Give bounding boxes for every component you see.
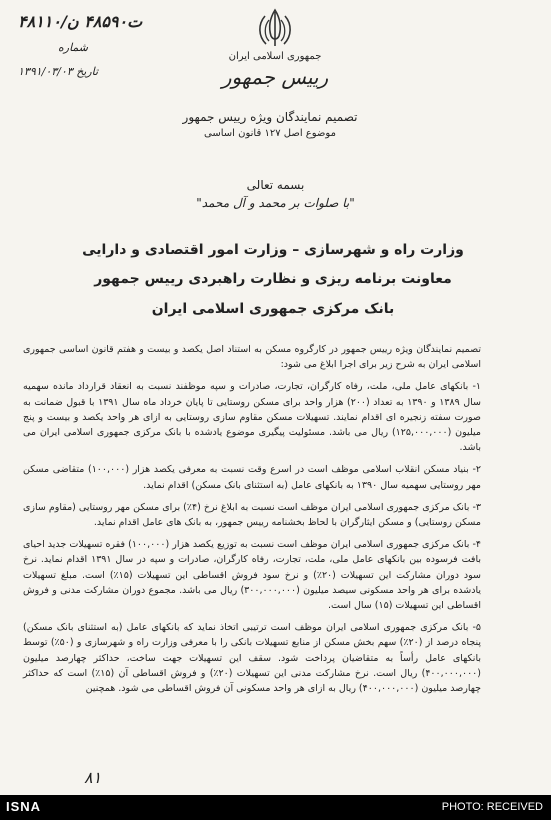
body-paragraph-1: ۱- بانکهای عامل ملی، ملت، رفاه کارگران، تجارت، صادرات و سپه موظفند نسبت به انعقاد قرارداد مانده سهمیه سال ۱۳۸۹ و ۱۳۹۰ به تعداد (۲۰۰) هزار واحد برای مسکن روستایی تا پایان خرداد ماه سال ۱۳۹۱ با قبول ضمانت به صورت سفته زنجیره ای اقدام نمایند. تسهیلات مسکن مقاوم سازی روستایی به ازای هر واحد یکصد و بیست و پنج میلیون (۱۲۵,۰۰۰,۰۰۰) ریال می باشد. مسئولیت پیگیری موضوع یادشده با بانک مرکزی جمهوری اسلامی ایران می باشد. — [23, 381, 482, 454]
country-name: جمهوری اسلامی ایران — [228, 51, 322, 62]
page-number: ۸۱ — [84, 768, 102, 787]
photo-credit: PHOTO: RECEIVED — [441, 801, 543, 813]
document-title: تصمیم نمایندگان ویژه رییس جمهور — [182, 110, 358, 124]
office-signature: رییس جمهور — [221, 65, 329, 89]
bismillah: بسمه تعالی — [246, 178, 305, 192]
photo-credit-bar — [0, 795, 551, 820]
letter-reference-block — [18, 10, 158, 84]
document-subject: موضوع اصل ۱۲۷ قانون اساسی — [204, 128, 336, 139]
letter-number-label: شماره — [58, 41, 89, 54]
agency-logo: ISNA — [6, 799, 42, 814]
body-paragraph-3: ۳- بانک مرکزی جمهوری اسلامی ایران موظف است نسبت به ابلاغ نرخ (۴٪) برای مسکن مهر روستایی (مقاوم سازی مسکن روستایی) و مسکن ایثارگران با لحاظ بخشنامه رییس جمهور، به بانک های عامل اقدام نماید. — [23, 501, 481, 529]
letter-date-label: تاریخ — [76, 65, 99, 78]
recipient-vice-presidency: معاونت برنامه ریزی و نظارت راهبردی رییس جمهور — [94, 271, 452, 287]
body-paragraph-2: ۲- بنیاد مسکن انقلاب اسلامی موظف است در اسرع وقت نسبت به معرفی یکصد هزار (۱۰۰,۰۰۰) متقاضی مسکن مهر روستایی سهمیه سال ۱۳۹۰ به بانکهای عامل (به استثنای بانک مسکن) اقدام نماید. — [23, 464, 481, 491]
iran-emblem-icon — [248, 6, 302, 50]
body-paragraph-4: ۴- بانک مرکزی جمهوری اسلامی ایران موظف است نسبت به توزیع یکصد هزار (۱۰۰,۰۰۰) فقره تسهیلات جدید احیای بافت فرسوده بین بانکهای عامل ملی، ملت، تجارت، رفاه کارگران، صادرات و سپه در سال ۱۳۹۱ اقدام نماید. نرخ سود دوران مشارکت این تسهیلات (۲۰٪) و نرخ سود فروش اقساطی این تسهیلات (۱۵٪) است. مبلغ تسهیلات یادشده برای هر واحد مسکونی سیصد میلیون (۳۰۰,۰۰۰,۰۰۰) ریال می باشد. مجموع دوران مشارکت مدنی و فروش اقساطی این تسهیلات (۱۵) سال است. — [23, 539, 481, 612]
letter-number: ۴۸۱۱۰/ت۴۸۵۹۰ ن — [18, 12, 143, 31]
salawat: "با صلوات بر محمد و آل محمد" — [196, 196, 355, 210]
letter-date: ۱۳۹۱/۰۳/۰۳ — [18, 65, 73, 78]
recipient-central-bank: بانک مرکزی جمهوری اسلامی ایران — [151, 301, 395, 317]
body-paragraph-5: ۵- بانک مرکزی جمهوری اسلامی ایران موظف است ترتیبی اتخاذ نماید که بانکهای عامل (به استثنای بانک مسکن) پنجاه درصد از (۲۰٪) سهم بخش مسکن از منابع تسهیلات بانکی را با معرفی وزارت راه و شهرسازی و (۵۰٪) توسط بانکهای عامل رأساً به متقاضیان پرداخت شود. سقف این تسهیلات جهت ساخت، حداکثر چهارصد میلیون (۴۰۰,۰۰۰,۰۰۰) ریال است. نرخ مشارکت مدنی این تسهیلات (۲۰٪) و فروش اقساطی آن (۱۵٪) است که حداکثر چهارصد میلیون (۴۰۰,۰۰۰,۰۰۰) ریال به ازای هر واحد مسکونی آن فروش اقساطی می شود. همچنین — [23, 622, 481, 695]
document-body — [23, 342, 481, 703]
office-crest — [215, 50, 335, 90]
recipient-ministries: وزارت راه و شهرسازی – وزارت امور اقتصادی و دارایی — [82, 242, 464, 258]
body-intro: تصمیم نمایندگان ویژه رییس جمهور در کارگروه مسکن به استناد اصل یکصد و بیست و هفتم قانون اساسی جمهوری اسلامی ایران به شرح زیر برای اجرا ابلاغ می شود: — [23, 344, 481, 371]
